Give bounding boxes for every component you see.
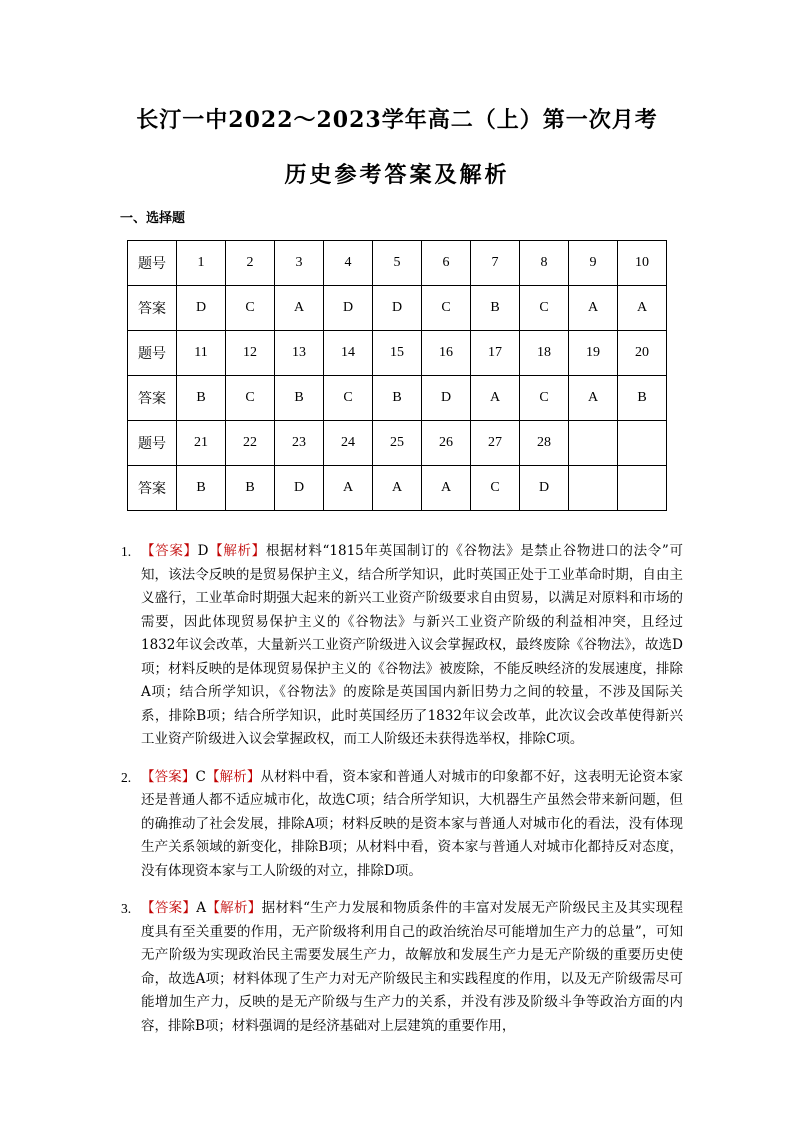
item-answer: D — [197, 543, 209, 559]
answer-table — [127, 240, 667, 511]
table-cell — [618, 421, 667, 466]
table-cell: 27 — [471, 421, 520, 466]
table-row — [128, 421, 667, 466]
table-cell: C — [422, 286, 471, 331]
table-cell: B — [471, 286, 520, 331]
analysis-list — [121, 540, 683, 1052]
table-row — [128, 331, 667, 376]
table-cell: 21 — [177, 421, 226, 466]
table-cell: 9 — [569, 241, 618, 286]
table-cell: 1 — [177, 241, 226, 286]
row-label: 答案 — [128, 286, 177, 331]
row-label: 题号 — [128, 331, 177, 376]
item-number: 2. — [121, 769, 132, 785]
table-cell: 4 — [324, 241, 373, 286]
table-cell: 8 — [520, 241, 569, 286]
table-cell: D — [373, 286, 422, 331]
table-cell: C — [520, 286, 569, 331]
analysis-tag: 【解析】 — [205, 768, 261, 785]
table-cell: A — [569, 286, 618, 331]
analysis-tag: 【解析】 — [206, 900, 262, 916]
item-answer: C — [195, 768, 206, 785]
table-cell: D — [324, 286, 373, 331]
list-item — [121, 540, 683, 752]
item-text: 从材料中看，资本家和普通人对城市的印象都不好，这表明无论资本家还是普通人都不适应城市化，故选C项；结合所学知识，大机器生产虽然会带来新问题，但的确推动了社会发展，排除A项；材料反映的是资本家与普通人对城市化的看法，没有体现生产关系领域的新变化，排除B项；从材料中看，资本家与普通人对城市化都持反对态度，没有体现资本家与工人阶级的对立，排除D项。 — [141, 768, 684, 879]
table-cell: 28 — [520, 421, 569, 466]
table-cell: 7 — [471, 241, 520, 286]
table-cell: 6 — [422, 241, 471, 286]
table-cell: A — [275, 286, 324, 331]
table-cell: 14 — [324, 331, 373, 376]
table-row — [128, 466, 667, 511]
item-body — [141, 897, 683, 1038]
item-text: 据材料“生产力发展和物质条件的丰富对发展无产阶级民主及其实现程度具有至关重要的作用，无产阶级将利用自己的政治统治尽可能增加生产力的总量”，可知无产阶级为实现政治民主需要发展生产力，故解放和发展生产力是无产阶级的重要历史使命，故选A项；材料体现了生产力对无产阶级民主和实践程度的作用，以及无产阶级需尽可能增加生产力，反映的是无产阶级与生产力的关系，并没有涉及阶级斗争等政治方面的内容，排除B项；材料强调的是经济基础对上层建筑的重要作用， — [141, 900, 684, 1034]
table-cell: C — [471, 466, 520, 511]
list-item — [121, 897, 683, 1038]
table-cell: 15 — [373, 331, 422, 376]
table-cell: 2 — [226, 241, 275, 286]
item-answer: A — [196, 900, 207, 916]
table-cell: D — [275, 466, 324, 511]
table-cell: 16 — [422, 331, 471, 376]
table-cell — [569, 421, 618, 466]
table-cell — [569, 466, 618, 511]
table-cell: B — [275, 376, 324, 421]
table-row — [128, 241, 667, 286]
table-cell: A — [471, 376, 520, 421]
table-cell: B — [226, 466, 275, 511]
table-cell: 10 — [618, 241, 667, 286]
item-number: 1. — [121, 544, 132, 559]
table-cell — [618, 466, 667, 511]
table-cell: 25 — [373, 421, 422, 466]
table-cell: C — [520, 376, 569, 421]
section-heading: 一、选择题 — [120, 211, 186, 226]
row-label: 答案 — [128, 376, 177, 421]
table-cell: 18 — [520, 331, 569, 376]
table-cell: A — [324, 466, 373, 511]
table-cell: A — [618, 286, 667, 331]
table-cell: 19 — [569, 331, 618, 376]
row-label: 答案 — [128, 466, 177, 511]
table-cell: 11 — [177, 331, 226, 376]
list-item — [121, 766, 683, 884]
table-cell: B — [373, 376, 422, 421]
analysis-tag: 【解析】 — [208, 543, 266, 559]
table-cell: 17 — [471, 331, 520, 376]
table-cell: 13 — [275, 331, 324, 376]
table-cell: 22 — [226, 421, 275, 466]
table-cell: 3 — [275, 241, 324, 286]
table-cell: 23 — [275, 421, 324, 466]
table-cell: 12 — [226, 331, 275, 376]
table-cell: B — [618, 376, 667, 421]
answer-tag: 【答案】 — [141, 768, 196, 785]
table-row — [128, 376, 667, 421]
answer-tag: 【答案】 — [141, 543, 198, 559]
table-cell: D — [520, 466, 569, 511]
table-cell: 24 — [324, 421, 373, 466]
table-cell: A — [373, 466, 422, 511]
table-cell: C — [324, 376, 373, 421]
answer-tag: 【答案】 — [141, 900, 197, 916]
table-cell: C — [226, 286, 275, 331]
doc-title-line2: 历史参考答案及解析 — [284, 162, 510, 188]
table-cell: D — [422, 376, 471, 421]
table-cell: 20 — [618, 331, 667, 376]
item-body — [141, 540, 683, 752]
table-cell: B — [177, 376, 226, 421]
table-cell: A — [422, 466, 471, 511]
table-cell: A — [569, 376, 618, 421]
table-cell: D — [177, 286, 226, 331]
item-number: 3. — [121, 901, 132, 916]
item-body — [141, 766, 683, 884]
table-cell: B — [177, 466, 226, 511]
table-cell: 5 — [373, 241, 422, 286]
item-text: 根据材料“1815年英国制订的《谷物法》是禁止谷物进口的法令”可知，该法令反映的是贸易保护主义，结合所学知识，此时英国正处于工业革命时期，自由主义盛行，工业革命时期强大起来的新兴工业资产阶级要求自由贸易，以满足对原料和市场的需要，因此体现贸易保护主义的《谷物法》与新兴工业资产阶级的利益相冲突，且经过1832年议会改革，大量新兴工业资产阶级进入议会掌握政权，最终废除《谷物法》，故选D项；材料反映的是体现贸易保护主义的《谷物法》被废除，不能反映经济的发展速度，排除A项；结合所学知识，《谷物法》的废除是英国国内新旧势力之间的较量，不涉及国际关系，排除B项；结合所学知识，此时英国经历了1832年议会改革，此次议会改革使得新兴工业资产阶级进入议会掌握政权，而工人阶级还未获得选举权，排除C项。 — [141, 543, 684, 747]
row-label: 题号 — [128, 421, 177, 466]
table-cell: 26 — [422, 421, 471, 466]
doc-title-line1: 长汀一中2022～2023学年高二（上）第一次月考 — [136, 107, 658, 133]
row-label: 题号 — [128, 241, 177, 286]
table-row — [128, 286, 667, 331]
table-cell: C — [226, 376, 275, 421]
